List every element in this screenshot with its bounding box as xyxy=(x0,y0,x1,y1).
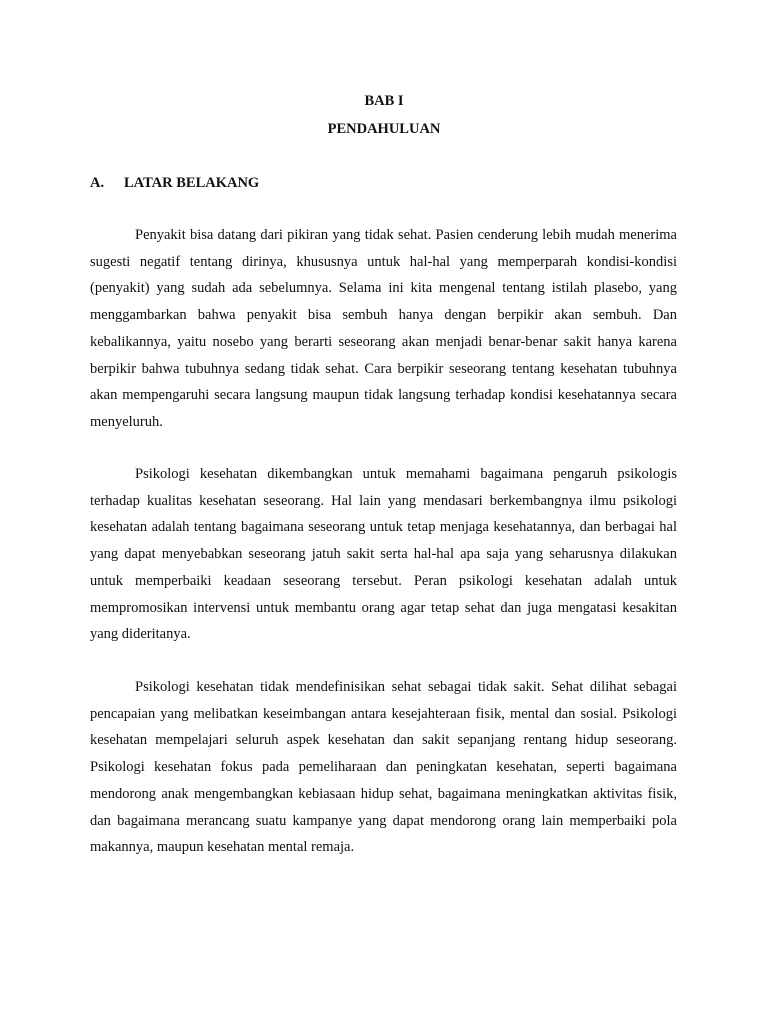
section-number: A. xyxy=(90,175,105,191)
paragraph: Psikologi kesehatan dikembangkan untuk memahami bagaimana pengaruh psikologis terhadap kualitas kesehatan seseorang. Hal lain yang mendasari berkembangnya ilmu psikologi kesehatan adalah tentang bagaimana seseorang untuk tetap menjaga kesehatannya, dan berbagai hal yang dapat menyebabkan seseorang jatuh sakit serta hal-hal apa saja yang seharusnya dilakukan untuk memperbaiki keadaan seseorang tersebut. Peran psikologi kesehatan adalah untuk mempromosikan intervensi untuk membantu orang agar tetap sehat dan juga mengatasi kesakitan yang dideritanya. xyxy=(90,466,677,643)
section-heading xyxy=(90,174,259,192)
paragraph: Penyakit bisa datang dari pikiran yang tidak sehat. Pasien cenderung lebih mudah menerima sugesti negatif tentang dirinya, khususnya untuk hal-hal yang memperparah kondisi-kondisi (penyakit) yang sudah ada sebelumnya. Selama ini kita mengenal tentang istilah plasebo, yang menggambarkan bahwa penyakit bisa sembuh hanya dengan berpikir akan sembuh. Dan kebalikannya, yaitu nosebo yang berarti seseorang akan menjadi benar-benar sakit hanya karena berpikir bahwa tubuhnya sedang tidak sehat. Cara berpikir seseorang tentang kesehatan tubuhnya akan mempengaruhi secara langsung maupun tidak langsung terhadap kondisi kesehatannya secara menyeluruh. xyxy=(90,227,677,430)
section-title: LATAR BELAKANG xyxy=(124,175,260,191)
paragraph: Psikologi kesehatan tidak mendefinisikan sehat sebagai tidak sakit. Sehat dilihat sebagai pencapaian yang melibatkan keseimbangan antara kesejahteraan fisik, mental dan sosial. Psikologi kesehatan mempelajari seluruh aspek kesehatan dan sakit sepanjang rentang hidup seseorang. Psikologi kesehatan fokus pada pemeliharaan dan peningkatan kesehatan, seperti bagaimana mendorong anak mengembangkan kebiasaan hidup sehat, bagaimana meningkatkan aktivitas fisik, dan bagaimana merancang suatu kampanye yang dapat mendorong orang lain memperbaiki pola makannya, maupun kesehatan mental remaja. xyxy=(90,679,677,856)
chapter-number: BAB I xyxy=(364,93,404,109)
chapter-title: PENDAHULUAN xyxy=(327,121,441,137)
